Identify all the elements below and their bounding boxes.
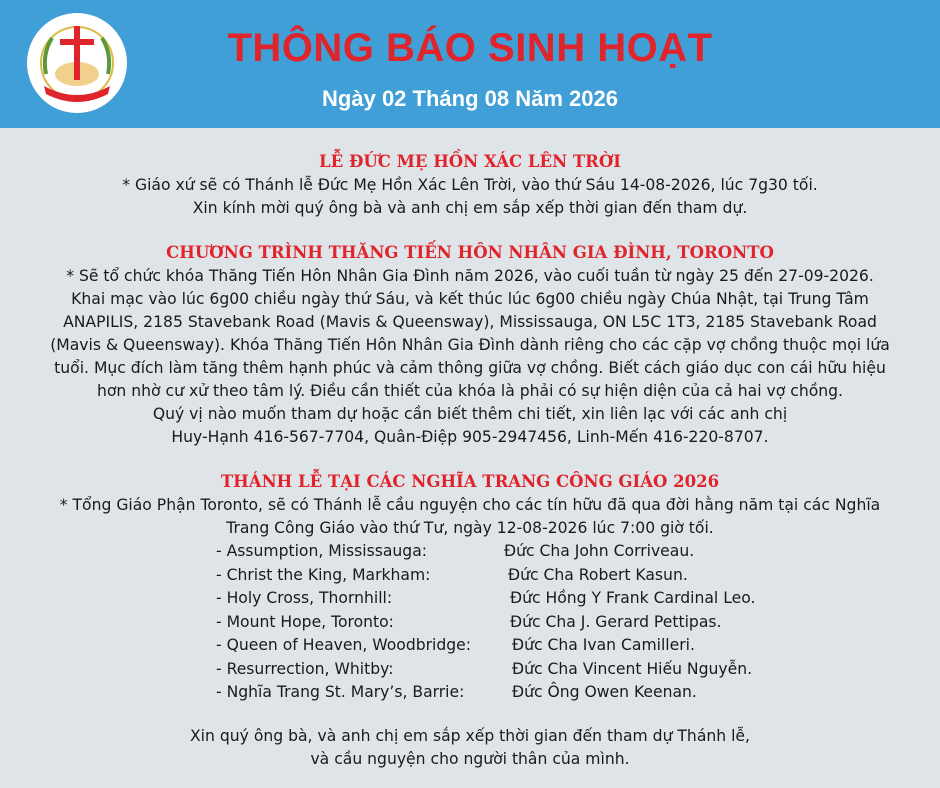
text-line: (Mavis & Queensway). Khóa Thăng Tiến Hôn Nhân Gia Đình dành riêng cho các cặp vợ chồng thuộc mọi lứa xyxy=(50,336,890,354)
list-item xyxy=(0,658,940,682)
text-line: Xin kính mời quý ông bà và anh chị em sắp xếp thời gian đến tham dự. xyxy=(192,199,748,217)
text-line: * Sẽ tổ chức khóa Thăng Tiến Hôn Nhân Gia Đình năm 2026, vào cuối tuần từ ngày 25 đến 27-09-2026. xyxy=(66,267,874,285)
list-item xyxy=(0,564,940,588)
text-line: Huy-Hạnh 416-567-7704, Quân-Điệp 905-2947456, Linh-Mến 416-220-8707. xyxy=(171,428,769,446)
cemetery-priest: Đức Cha Robert Kasun. xyxy=(508,565,688,584)
announcement-body xyxy=(0,150,940,771)
section-title: CHƯƠNG TRÌNH THĂNG TIẾN HÔN NHÂN GIA ĐÌNH, TORONTO xyxy=(166,243,774,262)
text-line: * Tổng Giáo Phận Toronto, sẽ có Thánh lễ cầu nguyện cho các tín hữu đã qua đời hằng năm tại các Nghĩa xyxy=(59,496,881,514)
text-line: hơn nhờ cư xử theo tâm lý. Điều cần thiết của khóa là phải có sự hiện diện của cả hai vợ chồng. xyxy=(97,382,843,400)
cemetery-priest: Đức Cha Vincent Hiếu Nguyễn. xyxy=(512,659,753,678)
section-cemetery-masses xyxy=(0,470,940,705)
cemetery-place: - Christ the King, Markham: xyxy=(216,565,431,584)
cemetery-priest: Đức Cha J. Gerard Pettipas. xyxy=(510,612,722,631)
text-line: Trang Công Giáo vào thứ Tư, ngày 12-08-2026 lúc 7:00 giờ tối. xyxy=(226,519,714,537)
text-line: Quý vị nào muốn tham dự hoặc cần biết thêm chi tiết, xin liên lạc với các anh chị xyxy=(152,405,788,423)
cemetery-place: - Queen of Heaven, Woodbridge: xyxy=(216,636,472,654)
cemetery-priest: Đức Hồng Y Frank Cardinal Leo. xyxy=(510,589,756,607)
cemetery-list xyxy=(0,540,940,705)
cemetery-priest: Đức Cha Ivan Camilleri. xyxy=(512,636,695,654)
header-banner xyxy=(0,0,940,128)
text-line: Khai mạc vào lúc 6g00 chiều ngày thứ Sáu, và kết thúc lúc 6g00 chiều ngày Chúa Nhật, tại Trung Tâm xyxy=(71,290,869,308)
list-item xyxy=(0,540,940,564)
list-item xyxy=(0,611,940,635)
cemetery-place: - Holy Cross, Thornhill: xyxy=(216,589,393,607)
text-line: tuổi. Mục đích làm tăng thêm hạnh phúc và cảm thông giữa vợ chồng. Biết cách giáo dục con cái hữu hiệu xyxy=(54,359,886,377)
cemetery-place: - Mount Hope, Toronto: xyxy=(216,612,394,631)
section-title: THÁNH LỄ TẠI CÁC NGHĨA TRANG CÔNG GIÁO 2026 xyxy=(220,472,720,491)
text-line: và cầu nguyện cho người thân của mình. xyxy=(310,749,630,768)
cemetery-place: - Nghĩa Trang St. Mary’s, Barrie: xyxy=(216,683,465,701)
list-item xyxy=(0,587,940,611)
cemetery-priest: Đức Ông Owen Keenan. xyxy=(512,683,697,701)
page-title: THÔNG BÁO SINH HOẠT xyxy=(227,26,713,70)
list-item xyxy=(0,681,940,705)
section-assumption xyxy=(0,150,940,220)
section-title: LỄ ĐỨC MẸ HỒN XÁC LÊN TRỜI xyxy=(319,152,621,171)
date-subtitle: Ngày 02 Tháng 08 Năm 2026 xyxy=(322,86,618,111)
cemetery-place: - Assumption, Mississauga: xyxy=(216,542,428,560)
closing-message xyxy=(0,725,940,771)
cemetery-priest: Đức Cha John Corriveau. xyxy=(504,542,695,560)
text-line: * Giáo xứ sẽ có Thánh lễ Đức Mẹ Hồn Xác Lên Trời, vào thứ Sáu 14-08-2026, lúc 7g30 tối. xyxy=(122,176,818,194)
text-line: ANAPILIS, 2185 Stavebank Road (Mavis & Queensway), Mississauga, ON L5C 1T3, 2185 Stavebank Road xyxy=(63,313,877,331)
cemetery-place: - Resurrection, Whitby: xyxy=(216,659,394,678)
text-line: Xin quý ông bà, và anh chị em sắp xếp thời gian đến tham dự Thánh lễ, xyxy=(190,726,750,745)
section-marriage-program xyxy=(0,241,940,449)
list-item xyxy=(0,634,940,658)
